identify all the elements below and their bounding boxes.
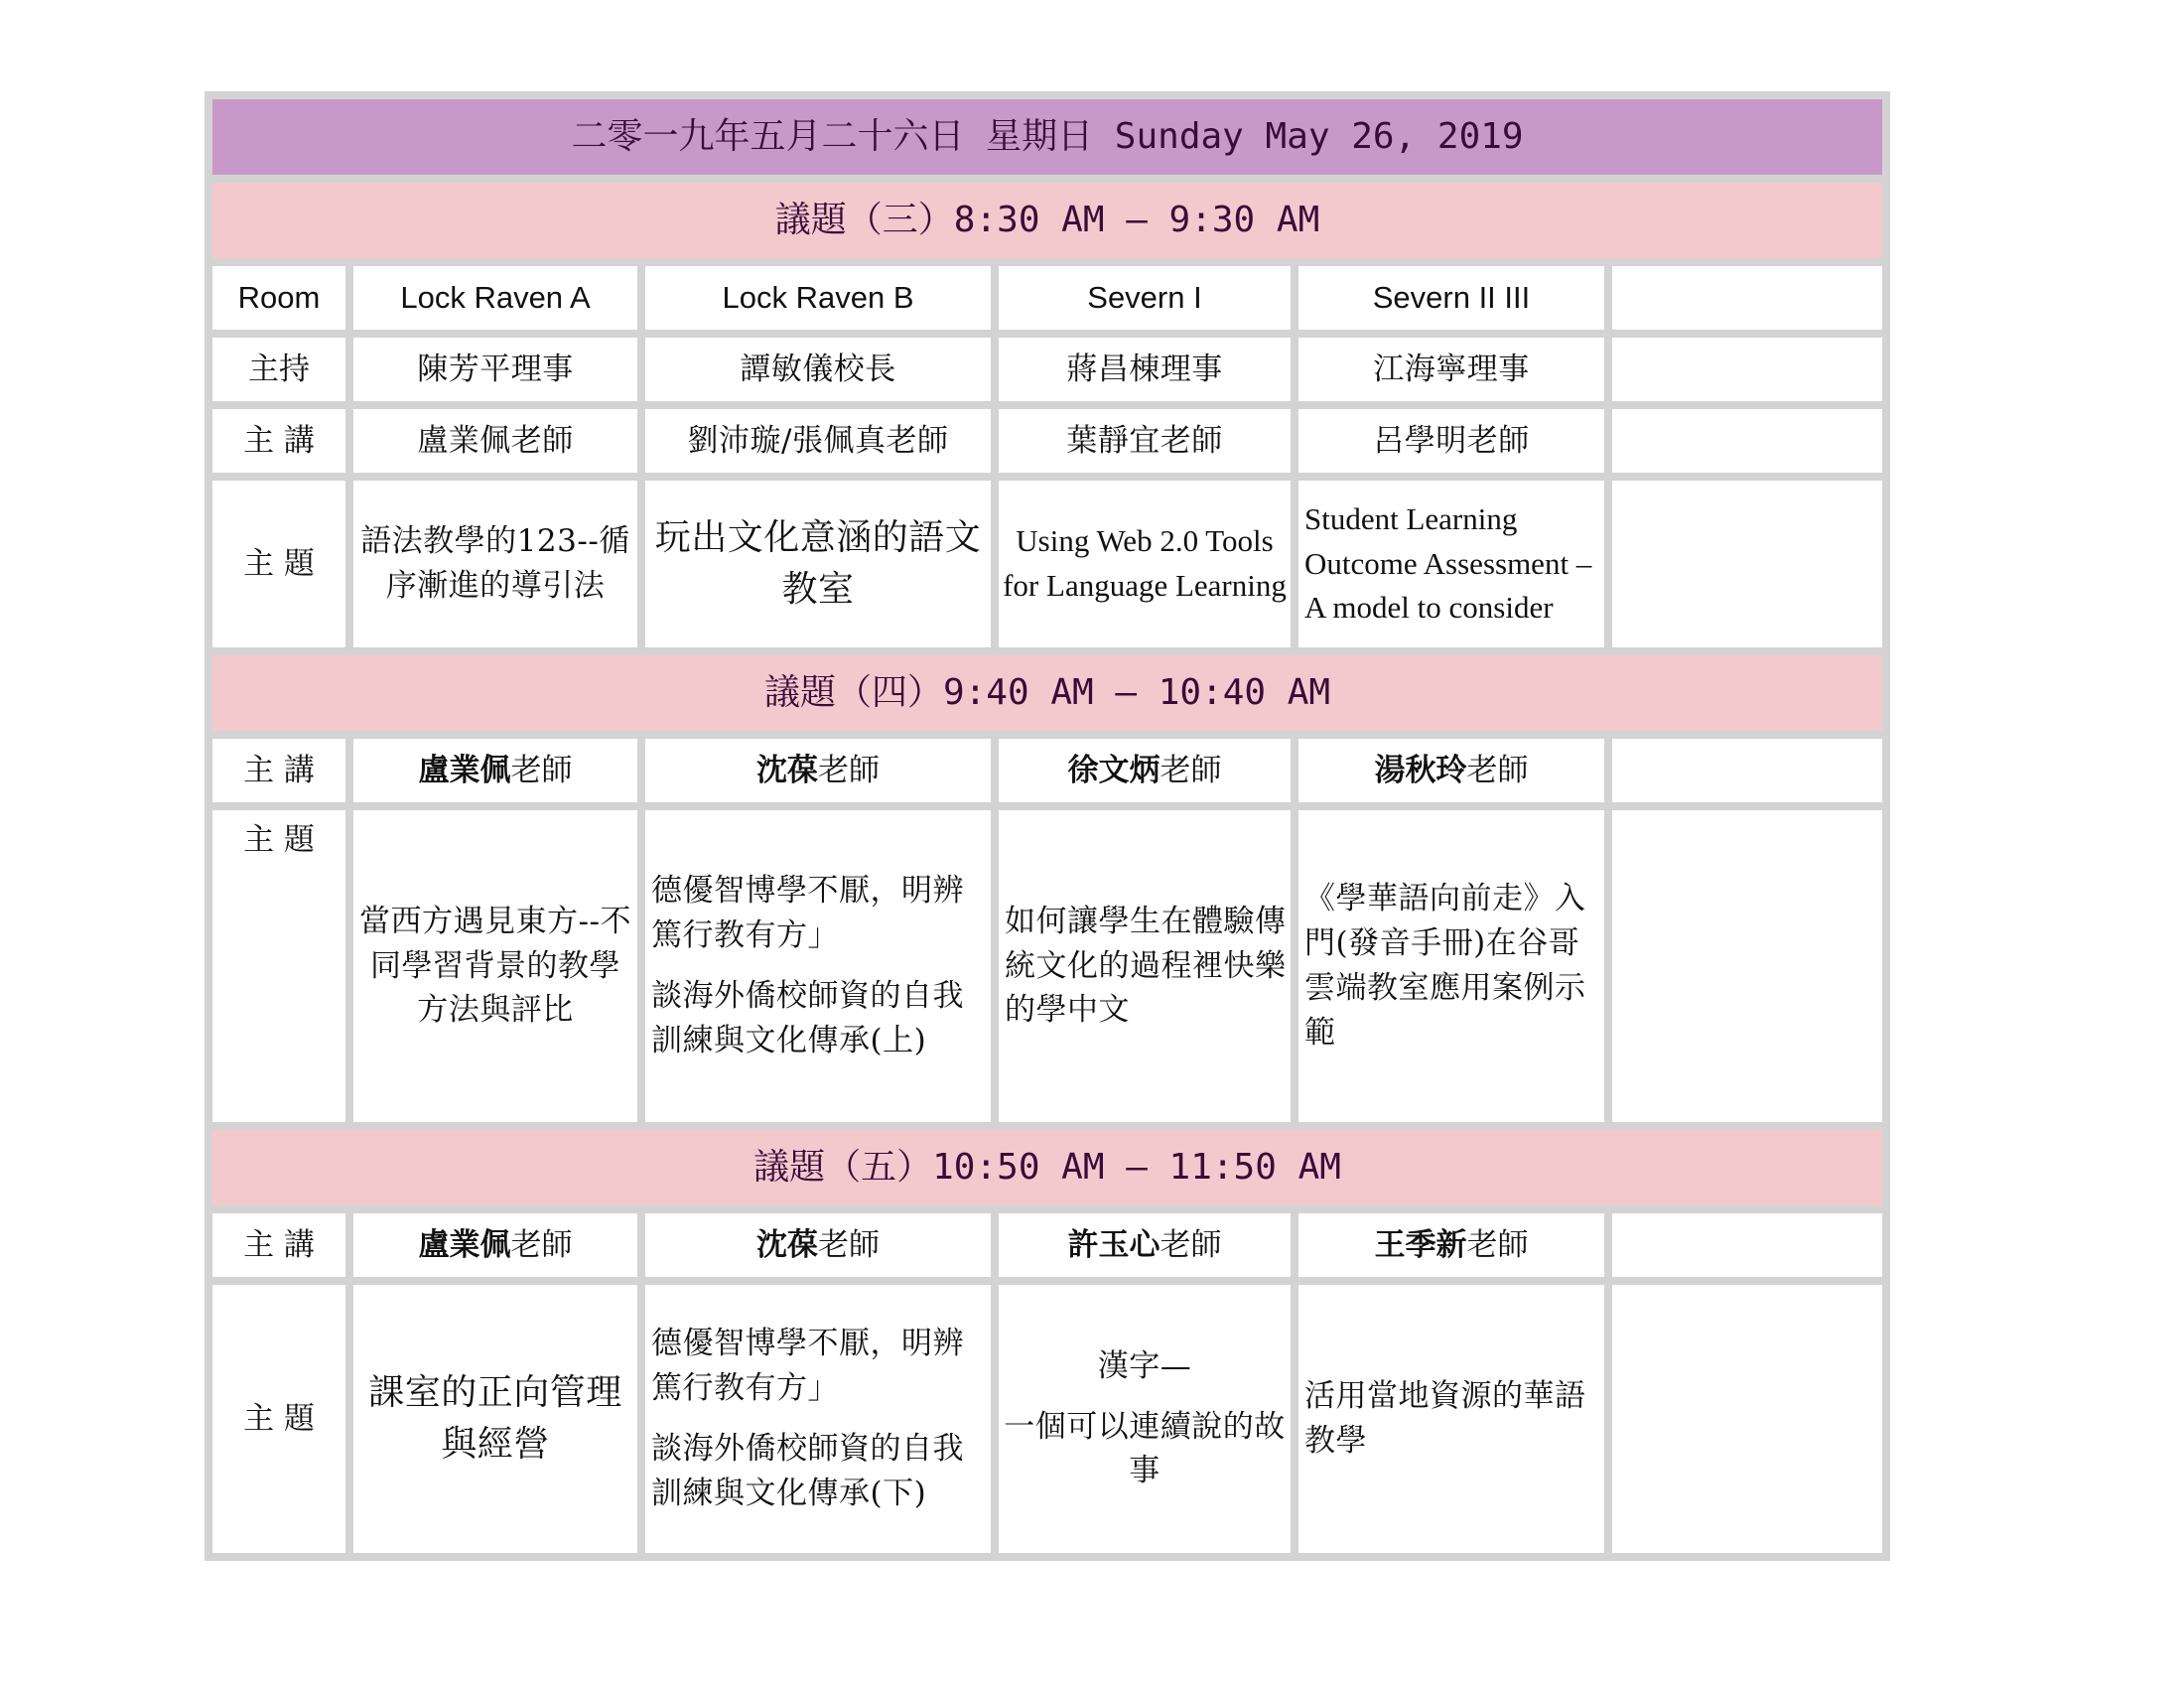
room-empty	[1612, 266, 1882, 330]
speaker-label: 主 講	[212, 739, 345, 802]
topic-cell	[645, 1285, 991, 1553]
room-lock-raven-b: Lock Raven B	[645, 266, 991, 330]
topic-label: 主 題	[212, 810, 345, 1122]
room-severn-2-3: Severn II III	[1298, 266, 1604, 330]
topic-cell: 《學華語向前走》入門(發音手冊)在谷哥雲端教室應用案例示範	[1298, 810, 1604, 1122]
topic-line: 談海外僑校師資的自我訓練與文化傳承(下)	[651, 1431, 964, 1511]
topic-cell	[999, 1285, 1291, 1553]
room-label: Room	[212, 266, 345, 330]
topic-cell	[645, 810, 991, 1122]
speaker-label: 主 講	[212, 409, 345, 473]
session-header-4: 議題（四）9:40 AM — 10:40 AM	[212, 655, 1882, 731]
session-header-5: 議題（五）10:50 AM — 11:50 AM	[212, 1130, 1882, 1205]
topic-cell: Student Learning Outcome Assessment – A model to consider	[1298, 481, 1604, 647]
topic-cell: 課室的正向管理與經營	[353, 1285, 637, 1553]
speaker-cell	[353, 1213, 637, 1277]
topic-line: 德優智博學不厭，明辨篤行教有方」	[651, 1326, 964, 1407]
speaker-cell	[1298, 739, 1604, 802]
speaker-cell	[999, 739, 1291, 802]
speaker-cell	[645, 1213, 991, 1277]
topic-cell-empty	[1612, 810, 1882, 1122]
speaker-suffix: 老師	[818, 752, 880, 788]
speaker-name: 徐文炳	[1067, 752, 1160, 788]
speaker-cell	[353, 739, 637, 802]
speaker-name: 許玉心	[1067, 1226, 1160, 1263]
speaker-cell	[999, 1213, 1291, 1277]
speaker-suffix: 老師	[1466, 1226, 1529, 1263]
speaker-suffix: 老師	[818, 1226, 880, 1263]
speaker-cell-empty	[1612, 739, 1882, 802]
topic-cell: 玩出文化意涵的語文教室	[645, 481, 991, 647]
speaker-name: 王季新	[1374, 1226, 1467, 1263]
host-cell: 蔣昌棟理事	[999, 338, 1291, 401]
topic-cell: 當西方遇見東方--不同學習背景的教學方法與評比	[353, 810, 637, 1122]
host-cell: 陳芳平理事	[353, 338, 637, 401]
topic-label: 主 題	[212, 481, 345, 647]
topic-line: 德優智博學不厭，明辨篤行教有方」	[651, 873, 964, 954]
host-cell	[1612, 338, 1882, 401]
speaker-cell: 盧業佩老師	[353, 409, 637, 473]
topic-line: 談海外僑校師資的自我訓練與文化傳承(上)	[651, 978, 964, 1058]
speaker-name: 沈葆	[756, 752, 818, 788]
speaker-suffix: 老師	[1160, 1226, 1222, 1263]
speaker-cell	[645, 739, 991, 802]
speaker-cell	[1612, 409, 1882, 473]
host-label: 主持	[212, 338, 345, 401]
speaker-name: 湯秋玲	[1374, 752, 1467, 788]
host-cell: 江海寧理事	[1298, 338, 1604, 401]
speaker-suffix: 老師	[510, 1226, 573, 1263]
room-severn-1: Severn I	[999, 266, 1291, 330]
room-lock-raven-a: Lock Raven A	[353, 266, 637, 330]
speaker-name: 盧業佩	[418, 1226, 511, 1263]
topic-cell-empty	[1612, 1285, 1882, 1553]
speaker-cell: 劉沛璇/張佩真老師	[645, 409, 991, 473]
speaker-name: 沈葆	[756, 1226, 818, 1263]
topic-cell	[1612, 481, 1882, 647]
speaker-name: 盧業佩	[418, 752, 511, 788]
speaker-cell-empty	[1612, 1213, 1882, 1277]
topic-cell: 如何讓學生在體驗傳統文化的過程裡快樂的學中文	[999, 810, 1291, 1122]
speaker-label: 主 講	[212, 1213, 345, 1277]
host-cell: 譚敏儀校長	[645, 338, 991, 401]
speaker-suffix: 老師	[510, 752, 573, 788]
speaker-cell: 呂學明老師	[1298, 409, 1604, 473]
topic-line: 漢字—	[1097, 1347, 1192, 1384]
speaker-suffix: 老師	[1160, 752, 1222, 788]
topic-label: 主 題	[212, 1285, 345, 1553]
topic-cell: 語法教學的123--循序漸進的導引法	[353, 481, 637, 647]
topic-line: 一個可以連續說的故事	[1004, 1408, 1286, 1489]
schedule-table	[205, 91, 1890, 1561]
topic-cell: Using Web 2.0 Tools for Language Learning	[999, 481, 1291, 647]
speaker-cell: 葉靜宜老師	[999, 409, 1291, 473]
speaker-suffix: 老師	[1466, 752, 1529, 788]
speaker-cell	[1298, 1213, 1604, 1277]
session-header-3: 議題（三）8:30 AM — 9:30 AM	[212, 183, 1882, 258]
page-title: 二零一九年五月二十六日 星期日 Sunday May 26, 2019	[212, 99, 1882, 175]
topic-cell: 活用當地資源的華語教學	[1298, 1285, 1604, 1553]
